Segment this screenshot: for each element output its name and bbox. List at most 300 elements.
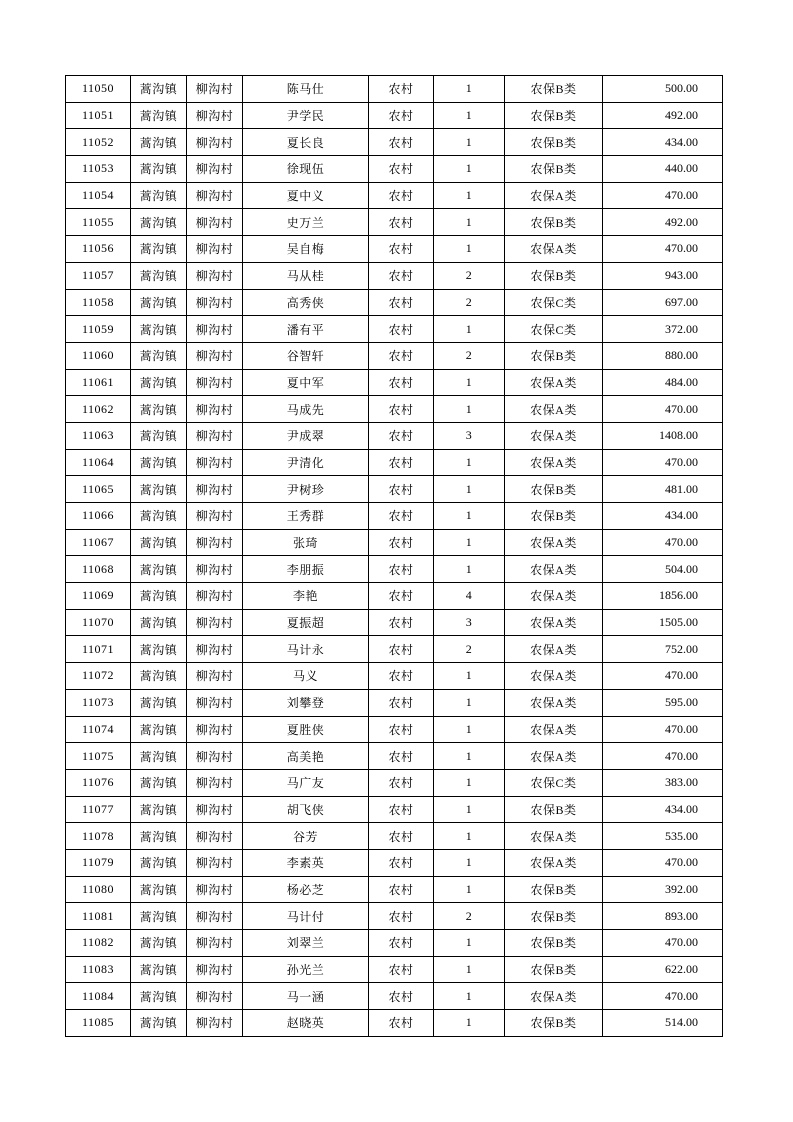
table-row [66, 583, 723, 610]
table-cell-village: 柳沟村 [187, 449, 243, 476]
table-cell-person-count: 1 [434, 876, 505, 903]
table-cell-town: 蒿沟镇 [131, 76, 187, 103]
table-cell-category: 农村 [369, 743, 434, 770]
table-cell-village: 柳沟村 [187, 76, 243, 103]
table-cell-person-count: 2 [434, 262, 505, 289]
table-cell-person-count: 3 [434, 422, 505, 449]
table-cell-village: 柳沟村 [187, 769, 243, 796]
table-cell-village: 柳沟村 [187, 209, 243, 236]
table-cell-person-count: 1 [434, 823, 505, 850]
table-cell-category: 农村 [369, 956, 434, 983]
table-cell-name: 马成先 [243, 396, 369, 423]
table-cell-name: 陈马仕 [243, 76, 369, 103]
table-cell-village: 柳沟村 [187, 689, 243, 716]
table-cell-id: 11076 [66, 769, 131, 796]
table-cell-person-count: 1 [434, 689, 505, 716]
table-cell-insurance-type: 农保B类 [505, 76, 603, 103]
table-row [66, 689, 723, 716]
table-cell-town: 蒿沟镇 [131, 422, 187, 449]
table-cell-amount: 372.00 [603, 316, 723, 343]
table-cell-id: 11054 [66, 182, 131, 209]
table-cell-insurance-type: 农保B类 [505, 503, 603, 530]
table-row [66, 422, 723, 449]
table-cell-category: 农村 [369, 1010, 434, 1037]
table-cell-insurance-type: 农保A类 [505, 583, 603, 610]
table-cell-town: 蒿沟镇 [131, 476, 187, 503]
table-cell-name: 李素英 [243, 849, 369, 876]
table-cell-town: 蒿沟镇 [131, 930, 187, 957]
table-cell-amount: 434.00 [603, 129, 723, 156]
table-cell-name: 史万兰 [243, 209, 369, 236]
table-cell-insurance-type: 农保A类 [505, 983, 603, 1010]
table-cell-village: 柳沟村 [187, 796, 243, 823]
table-cell-village: 柳沟村 [187, 930, 243, 957]
table-row [66, 769, 723, 796]
table-cell-category: 农村 [369, 316, 434, 343]
table-cell-village: 柳沟村 [187, 849, 243, 876]
table-cell-town: 蒿沟镇 [131, 396, 187, 423]
table-cell-person-count: 3 [434, 609, 505, 636]
table-cell-id: 11069 [66, 583, 131, 610]
table-cell-village: 柳沟村 [187, 342, 243, 369]
table-cell-town: 蒿沟镇 [131, 289, 187, 316]
table-cell-id: 11077 [66, 796, 131, 823]
table-cell-village: 柳沟村 [187, 609, 243, 636]
table-cell-name: 夏胜侠 [243, 716, 369, 743]
table-cell-id: 11079 [66, 849, 131, 876]
table-row [66, 102, 723, 129]
table-cell-town: 蒿沟镇 [131, 583, 187, 610]
table-cell-amount: 622.00 [603, 956, 723, 983]
table-row [66, 983, 723, 1010]
subsidy-table [65, 75, 723, 1037]
table-cell-amount: 470.00 [603, 396, 723, 423]
table-cell-insurance-type: 农保B类 [505, 956, 603, 983]
table-cell-category: 农村 [369, 476, 434, 503]
table-cell-village: 柳沟村 [187, 262, 243, 289]
table-cell-insurance-type: 农保C类 [505, 769, 603, 796]
table-cell-id: 11065 [66, 476, 131, 503]
table-cell-insurance-type: 农保A类 [505, 689, 603, 716]
table-cell-insurance-type: 农保A类 [505, 529, 603, 556]
table-cell-category: 农村 [369, 209, 434, 236]
table-cell-category: 农村 [369, 156, 434, 183]
table-cell-category: 农村 [369, 422, 434, 449]
table-cell-category: 农村 [369, 556, 434, 583]
table-cell-town: 蒿沟镇 [131, 609, 187, 636]
table-cell-village: 柳沟村 [187, 956, 243, 983]
table-cell-name: 尹清化 [243, 449, 369, 476]
table-cell-person-count: 1 [434, 716, 505, 743]
table-cell-id: 11067 [66, 529, 131, 556]
table-cell-category: 农村 [369, 236, 434, 263]
table-cell-town: 蒿沟镇 [131, 156, 187, 183]
table-cell-amount: 500.00 [603, 76, 723, 103]
table-cell-person-count: 1 [434, 129, 505, 156]
table-cell-person-count: 1 [434, 209, 505, 236]
table-cell-amount: 383.00 [603, 769, 723, 796]
table-cell-amount: 470.00 [603, 849, 723, 876]
table-cell-village: 柳沟村 [187, 529, 243, 556]
table-cell-village: 柳沟村 [187, 583, 243, 610]
table-cell-person-count: 1 [434, 930, 505, 957]
table-cell-town: 蒿沟镇 [131, 796, 187, 823]
table-cell-category: 农村 [369, 102, 434, 129]
table-cell-id: 11075 [66, 743, 131, 770]
table-cell-village: 柳沟村 [187, 716, 243, 743]
table-cell-person-count: 1 [434, 156, 505, 183]
table-row [66, 876, 723, 903]
table-cell-insurance-type: 农保A类 [505, 396, 603, 423]
table-cell-name: 夏中军 [243, 369, 369, 396]
table-row [66, 849, 723, 876]
table-cell-category: 农村 [369, 182, 434, 209]
table-cell-category: 农村 [369, 716, 434, 743]
table-cell-village: 柳沟村 [187, 182, 243, 209]
table-cell-person-count: 1 [434, 663, 505, 690]
table-cell-amount: 470.00 [603, 663, 723, 690]
table-cell-amount: 514.00 [603, 1010, 723, 1037]
table-cell-person-count: 2 [434, 903, 505, 930]
table-cell-id: 11071 [66, 636, 131, 663]
table-cell-person-count: 1 [434, 449, 505, 476]
table-cell-person-count: 2 [434, 289, 505, 316]
table-row [66, 503, 723, 530]
table-cell-name: 孙光兰 [243, 956, 369, 983]
table-cell-village: 柳沟村 [187, 289, 243, 316]
table-cell-village: 柳沟村 [187, 422, 243, 449]
table-cell-town: 蒿沟镇 [131, 316, 187, 343]
table-cell-person-count: 1 [434, 1010, 505, 1037]
table-row [66, 636, 723, 663]
table-cell-insurance-type: 农保B类 [505, 342, 603, 369]
table-cell-village: 柳沟村 [187, 236, 243, 263]
table-cell-name: 杨必芝 [243, 876, 369, 903]
table-cell-name: 高美艳 [243, 743, 369, 770]
table-cell-insurance-type: 农保B类 [505, 129, 603, 156]
table-cell-name: 夏振超 [243, 609, 369, 636]
table-cell-town: 蒿沟镇 [131, 849, 187, 876]
table-cell-category: 农村 [369, 663, 434, 690]
table-cell-name: 谷智轩 [243, 342, 369, 369]
table-cell-town: 蒿沟镇 [131, 903, 187, 930]
table-cell-name: 高秀侠 [243, 289, 369, 316]
table-row [66, 823, 723, 850]
table-cell-id: 11059 [66, 316, 131, 343]
table-cell-id: 11084 [66, 983, 131, 1010]
table-cell-name: 张琦 [243, 529, 369, 556]
table-cell-town: 蒿沟镇 [131, 1010, 187, 1037]
table-cell-town: 蒿沟镇 [131, 983, 187, 1010]
table-cell-amount: 1856.00 [603, 583, 723, 610]
table-cell-village: 柳沟村 [187, 369, 243, 396]
table-cell-category: 农村 [369, 983, 434, 1010]
table-row [66, 716, 723, 743]
table-cell-insurance-type: 农保A类 [505, 849, 603, 876]
table-cell-amount: 893.00 [603, 903, 723, 930]
table-cell-category: 农村 [369, 823, 434, 850]
table-row [66, 156, 723, 183]
table-cell-insurance-type: 农保B类 [505, 262, 603, 289]
table-cell-name: 李艳 [243, 583, 369, 610]
table-cell-name: 谷芳 [243, 823, 369, 850]
table-cell-village: 柳沟村 [187, 556, 243, 583]
table-cell-id: 11066 [66, 503, 131, 530]
table-cell-amount: 697.00 [603, 289, 723, 316]
table-cell-town: 蒿沟镇 [131, 129, 187, 156]
table-row [66, 449, 723, 476]
table-cell-village: 柳沟村 [187, 102, 243, 129]
table-cell-name: 马广友 [243, 769, 369, 796]
table-cell-person-count: 1 [434, 102, 505, 129]
table-row [66, 262, 723, 289]
table-cell-category: 农村 [369, 876, 434, 903]
table-cell-name: 胡飞侠 [243, 796, 369, 823]
table-cell-insurance-type: 农保C类 [505, 289, 603, 316]
table-cell-id: 11062 [66, 396, 131, 423]
table-row [66, 289, 723, 316]
table-cell-name: 刘翠兰 [243, 930, 369, 957]
table-cell-id: 11051 [66, 102, 131, 129]
table-cell-name: 马从桂 [243, 262, 369, 289]
table-cell-name: 夏长良 [243, 129, 369, 156]
table-cell-town: 蒿沟镇 [131, 716, 187, 743]
table-cell-amount: 752.00 [603, 636, 723, 663]
table-cell-name: 马计付 [243, 903, 369, 930]
table-cell-id: 11073 [66, 689, 131, 716]
table-cell-village: 柳沟村 [187, 663, 243, 690]
table-cell-id: 11081 [66, 903, 131, 930]
table-cell-person-count: 1 [434, 796, 505, 823]
table-cell-category: 农村 [369, 689, 434, 716]
table-cell-insurance-type: 农保B类 [505, 903, 603, 930]
table-cell-category: 农村 [369, 503, 434, 530]
table-row [66, 556, 723, 583]
table-row [66, 76, 723, 103]
table-cell-amount: 492.00 [603, 102, 723, 129]
table-cell-person-count: 2 [434, 342, 505, 369]
table-cell-insurance-type: 农保B类 [505, 209, 603, 236]
table-cell-amount: 470.00 [603, 182, 723, 209]
table-cell-category: 农村 [369, 76, 434, 103]
table-cell-town: 蒿沟镇 [131, 342, 187, 369]
table-cell-amount: 1408.00 [603, 422, 723, 449]
table-cell-name: 徐现伍 [243, 156, 369, 183]
table-cell-amount: 470.00 [603, 449, 723, 476]
table-cell-person-count: 1 [434, 769, 505, 796]
table-cell-category: 农村 [369, 529, 434, 556]
table-cell-id: 11056 [66, 236, 131, 263]
table-cell-town: 蒿沟镇 [131, 262, 187, 289]
table-row [66, 316, 723, 343]
table-cell-insurance-type: 农保B类 [505, 476, 603, 503]
table-cell-amount: 1505.00 [603, 609, 723, 636]
table-row [66, 903, 723, 930]
table-cell-insurance-type: 农保B类 [505, 876, 603, 903]
table-cell-amount: 470.00 [603, 236, 723, 263]
table-cell-village: 柳沟村 [187, 823, 243, 850]
table-cell-person-count: 1 [434, 76, 505, 103]
table-cell-id: 11074 [66, 716, 131, 743]
table-cell-town: 蒿沟镇 [131, 743, 187, 770]
table-cell-town: 蒿沟镇 [131, 369, 187, 396]
table-cell-id: 11068 [66, 556, 131, 583]
table-cell-id: 11080 [66, 876, 131, 903]
table-row [66, 956, 723, 983]
table-cell-village: 柳沟村 [187, 396, 243, 423]
table-cell-person-count: 1 [434, 556, 505, 583]
table-cell-village: 柳沟村 [187, 983, 243, 1010]
table-cell-id: 11053 [66, 156, 131, 183]
table-cell-id: 11082 [66, 930, 131, 957]
table-row [66, 796, 723, 823]
table-row [66, 182, 723, 209]
table-cell-insurance-type: 农保A类 [505, 716, 603, 743]
table-cell-amount: 484.00 [603, 369, 723, 396]
table-cell-id: 11060 [66, 342, 131, 369]
table-cell-town: 蒿沟镇 [131, 876, 187, 903]
table-cell-village: 柳沟村 [187, 1010, 243, 1037]
table-row [66, 369, 723, 396]
table-cell-insurance-type: 农保A类 [505, 422, 603, 449]
table-cell-person-count: 1 [434, 182, 505, 209]
table-cell-town: 蒿沟镇 [131, 529, 187, 556]
table-cell-category: 农村 [369, 396, 434, 423]
table-cell-person-count: 4 [434, 583, 505, 610]
table-cell-amount: 481.00 [603, 476, 723, 503]
table-cell-name: 尹树珍 [243, 476, 369, 503]
table-cell-amount: 470.00 [603, 743, 723, 770]
table-cell-insurance-type: 农保A类 [505, 663, 603, 690]
table-row [66, 236, 723, 263]
table-cell-amount: 470.00 [603, 983, 723, 1010]
table-cell-name: 王秀群 [243, 503, 369, 530]
table-row [66, 529, 723, 556]
table-cell-name: 潘有平 [243, 316, 369, 343]
table-cell-village: 柳沟村 [187, 156, 243, 183]
table-cell-insurance-type: 农保A类 [505, 556, 603, 583]
table-cell-person-count: 1 [434, 236, 505, 263]
table-cell-insurance-type: 农保A类 [505, 743, 603, 770]
table-cell-id: 11072 [66, 663, 131, 690]
table-cell-town: 蒿沟镇 [131, 823, 187, 850]
table-cell-category: 农村 [369, 289, 434, 316]
table-cell-person-count: 2 [434, 636, 505, 663]
table-cell-id: 11078 [66, 823, 131, 850]
table-cell-category: 农村 [369, 583, 434, 610]
table-cell-category: 农村 [369, 796, 434, 823]
table-cell-id: 11063 [66, 422, 131, 449]
table-cell-amount: 504.00 [603, 556, 723, 583]
table-cell-name: 马义 [243, 663, 369, 690]
table-cell-town: 蒿沟镇 [131, 102, 187, 129]
table-cell-amount: 392.00 [603, 876, 723, 903]
table-cell-town: 蒿沟镇 [131, 956, 187, 983]
table-cell-village: 柳沟村 [187, 476, 243, 503]
table-cell-id: 11050 [66, 76, 131, 103]
table-cell-amount: 470.00 [603, 529, 723, 556]
table-body [66, 76, 723, 1037]
table-row [66, 476, 723, 503]
table-cell-town: 蒿沟镇 [131, 449, 187, 476]
table-cell-village: 柳沟村 [187, 636, 243, 663]
table-cell-person-count: 1 [434, 743, 505, 770]
table-cell-town: 蒿沟镇 [131, 182, 187, 209]
table-cell-amount: 470.00 [603, 716, 723, 743]
table-row [66, 663, 723, 690]
table-row [66, 1010, 723, 1037]
table-cell-insurance-type: 农保A类 [505, 236, 603, 263]
table-cell-town: 蒿沟镇 [131, 689, 187, 716]
table-cell-name: 李朋振 [243, 556, 369, 583]
table-cell-id: 11057 [66, 262, 131, 289]
table-cell-village: 柳沟村 [187, 503, 243, 530]
table-cell-insurance-type: 农保B类 [505, 102, 603, 129]
table-cell-person-count: 1 [434, 396, 505, 423]
table-row [66, 609, 723, 636]
table-cell-village: 柳沟村 [187, 743, 243, 770]
table-cell-id: 11058 [66, 289, 131, 316]
table-cell-town: 蒿沟镇 [131, 636, 187, 663]
table-cell-village: 柳沟村 [187, 876, 243, 903]
table-cell-insurance-type: 农保B类 [505, 930, 603, 957]
table-row [66, 342, 723, 369]
table-cell-insurance-type: 农保A类 [505, 609, 603, 636]
table-cell-person-count: 1 [434, 529, 505, 556]
table-cell-category: 农村 [369, 849, 434, 876]
table-row [66, 129, 723, 156]
table-cell-insurance-type: 农保A类 [505, 369, 603, 396]
table-cell-id: 11085 [66, 1010, 131, 1037]
table-cell-insurance-type: 农保A类 [505, 182, 603, 209]
table-cell-town: 蒿沟镇 [131, 663, 187, 690]
table-cell-name: 吴自梅 [243, 236, 369, 263]
table-cell-person-count: 1 [434, 849, 505, 876]
table-cell-town: 蒿沟镇 [131, 503, 187, 530]
table-cell-name: 马计永 [243, 636, 369, 663]
table-row [66, 209, 723, 236]
table-cell-category: 农村 [369, 129, 434, 156]
table-cell-town: 蒿沟镇 [131, 556, 187, 583]
table-cell-village: 柳沟村 [187, 903, 243, 930]
table-cell-category: 农村 [369, 903, 434, 930]
table-cell-insurance-type: 农保B类 [505, 156, 603, 183]
table-cell-category: 农村 [369, 262, 434, 289]
table-cell-amount: 440.00 [603, 156, 723, 183]
table-cell-id: 11070 [66, 609, 131, 636]
table-cell-amount: 535.00 [603, 823, 723, 850]
table-cell-name: 尹学民 [243, 102, 369, 129]
table-cell-name: 马一涵 [243, 983, 369, 1010]
table-cell-town: 蒿沟镇 [131, 769, 187, 796]
table-cell-name: 赵晓英 [243, 1010, 369, 1037]
table-cell-name: 尹成翠 [243, 422, 369, 449]
table-cell-amount: 880.00 [603, 342, 723, 369]
table-cell-id: 11083 [66, 956, 131, 983]
table-cell-person-count: 1 [434, 983, 505, 1010]
table-cell-person-count: 1 [434, 476, 505, 503]
table-cell-category: 农村 [369, 369, 434, 396]
table-cell-insurance-type: 农保B类 [505, 796, 603, 823]
table-cell-person-count: 1 [434, 503, 505, 530]
table-cell-id: 11064 [66, 449, 131, 476]
table-cell-amount: 943.00 [603, 262, 723, 289]
table-row [66, 396, 723, 423]
table-cell-village: 柳沟村 [187, 316, 243, 343]
table-cell-category: 农村 [369, 636, 434, 663]
table-cell-id: 11055 [66, 209, 131, 236]
table-cell-person-count: 1 [434, 316, 505, 343]
